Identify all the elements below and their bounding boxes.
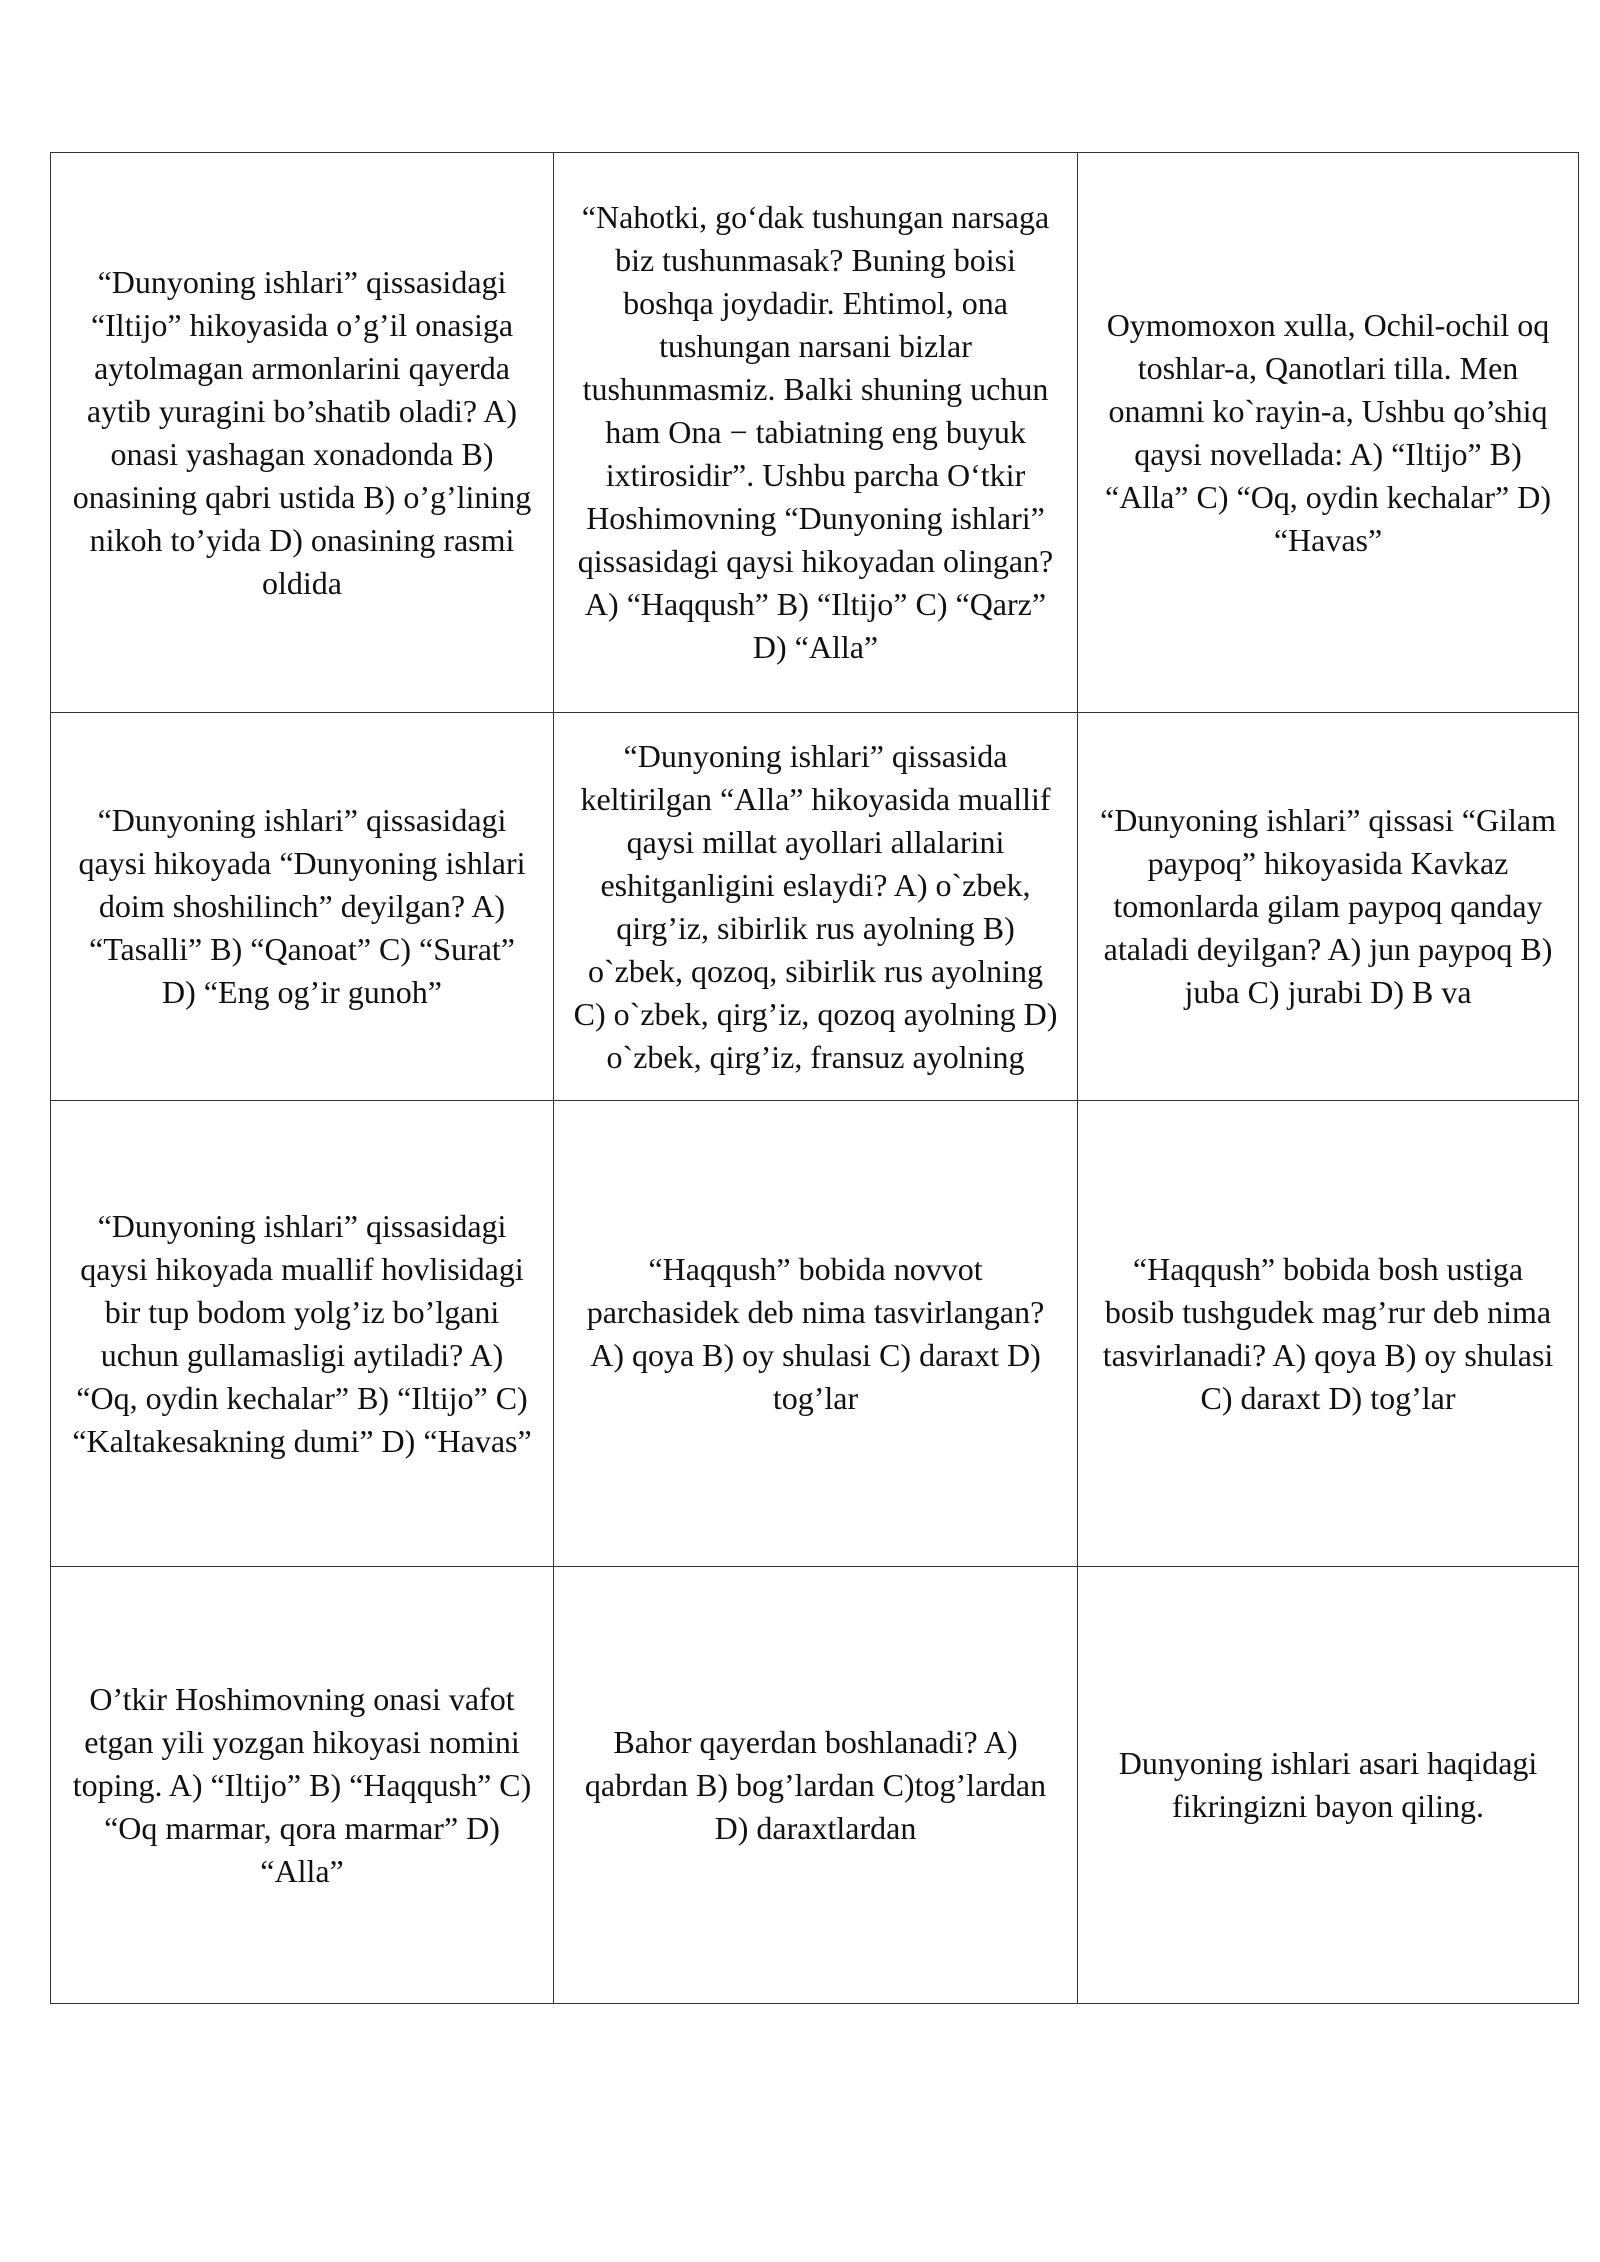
question-cell: “Haqqush” bobida novvot parchasidek deb nima tasvirlangan? A) qoya B) oy shulasi C) daraxt D) tog’lar <box>554 1101 1078 1567</box>
question-cell: “Dunyoning ishlari” qissasidagi qaysi hikoyada “Dunyoning ishlari doim shoshilinch” deyilgan? A) “Tasalli” B) “Qanoat” C) “Surat” D) “Eng og’ir gunoh” <box>51 713 554 1101</box>
question-cell: Bahor qayerdan boshlanadi? A) qabrdan B) bog’lardan C)tog’lardan D) daraxtlardan <box>554 1567 1078 2004</box>
question-cell: “Dunyoning ishlari” qissasida keltirilgan “Alla” hikoyasida muallif qaysi millat ayollari allalarini eshitganligini eslaydi? A) o`zbek, qirg’iz, sibirlik rus ayolning B) o`zbek, qozoq, sibirlik rus ayolning C) o`zbek, qirg’iz, qozoq ayolning D) o`zbek, qirg’iz, fransuz ayolning <box>554 713 1078 1101</box>
question-cell: “Dunyoning ishlari” qissasidagi “Iltijo” hikoyasida o’g’il onasiga aytolmagan armonlarini qayerda aytib yuragini bo’shatib oladi? A) onasi yashagan xonadonda B) onasining qabri ustida B) o’g’lining nikoh to’yida D) onasining rasmi oldida <box>51 153 554 713</box>
question-cell: Oymomoxon xulla, Ochil-ochil oq toshlar-a, Qanotlari tilla. Men onamni ko`rayin-a, Ushbu qo’shiq qaysi novellada: A) “Iltijo” B) “Alla” C) “Oq, oydin kechalar” D) “Havas” <box>1078 153 1579 713</box>
table-row <box>51 1101 1579 1567</box>
table-row <box>51 1567 1579 2004</box>
table-row <box>51 713 1579 1101</box>
question-cell: “Dunyoning ishlari” qissasidagi qaysi hikoyada muallif hovlisidagi bir tup bodom yolg’iz bo’lgani uchun gullamasligi aytiladi? A) “Oq, oydin kechalar” B) “Iltijo” C) “Kaltakesakning dumi” D) “Havas” <box>51 1101 554 1567</box>
question-cell: Dunyoning ishlari asari haqidagi fikringizni bayon qiling. <box>1078 1567 1579 2004</box>
question-cell: “Nahotki, go‘dak tushungan narsaga biz tushunmasak? Buning boisi boshqa joydadir. Ehtimol, ona tushungan narsani bizlar tushunmasmiz. Balki shuning uchun ham Ona − tabiatning eng buyuk ixtirosidir”. Ushbu parcha O‘tkir Hoshimovning “Dunyoning ishlari” qissasidagi qaysi hikoyadan olingan? A) “Haqqush” B) “Iltijo” C) “Qarz” D) “Alla” <box>554 153 1078 713</box>
question-table <box>50 152 1579 2004</box>
question-cell: “Dunyoning ishlari” qissasi “Gilam paypoq” hikoyasida Kavkaz tomonlarda gilam paypoq qanday ataladi deyilgan? A) jun paypoq B) juba C) jurabi D) B va <box>1078 713 1579 1101</box>
table-row <box>51 153 1579 713</box>
question-cell: O’tkir Hoshimovning onasi vafot etgan yili yozgan hikoyasi nomini toping. A) “Iltijo” B) “Haqqush” C) “Oq marmar, qora marmar” D) “Alla” <box>51 1567 554 2004</box>
question-cell: “Haqqush” bobida bosh ustiga bosib tushgudek mag’rur deb nima tasvirlanadi? A) qoya B) oy shulasi C) daraxt D) tog’lar <box>1078 1101 1579 1567</box>
